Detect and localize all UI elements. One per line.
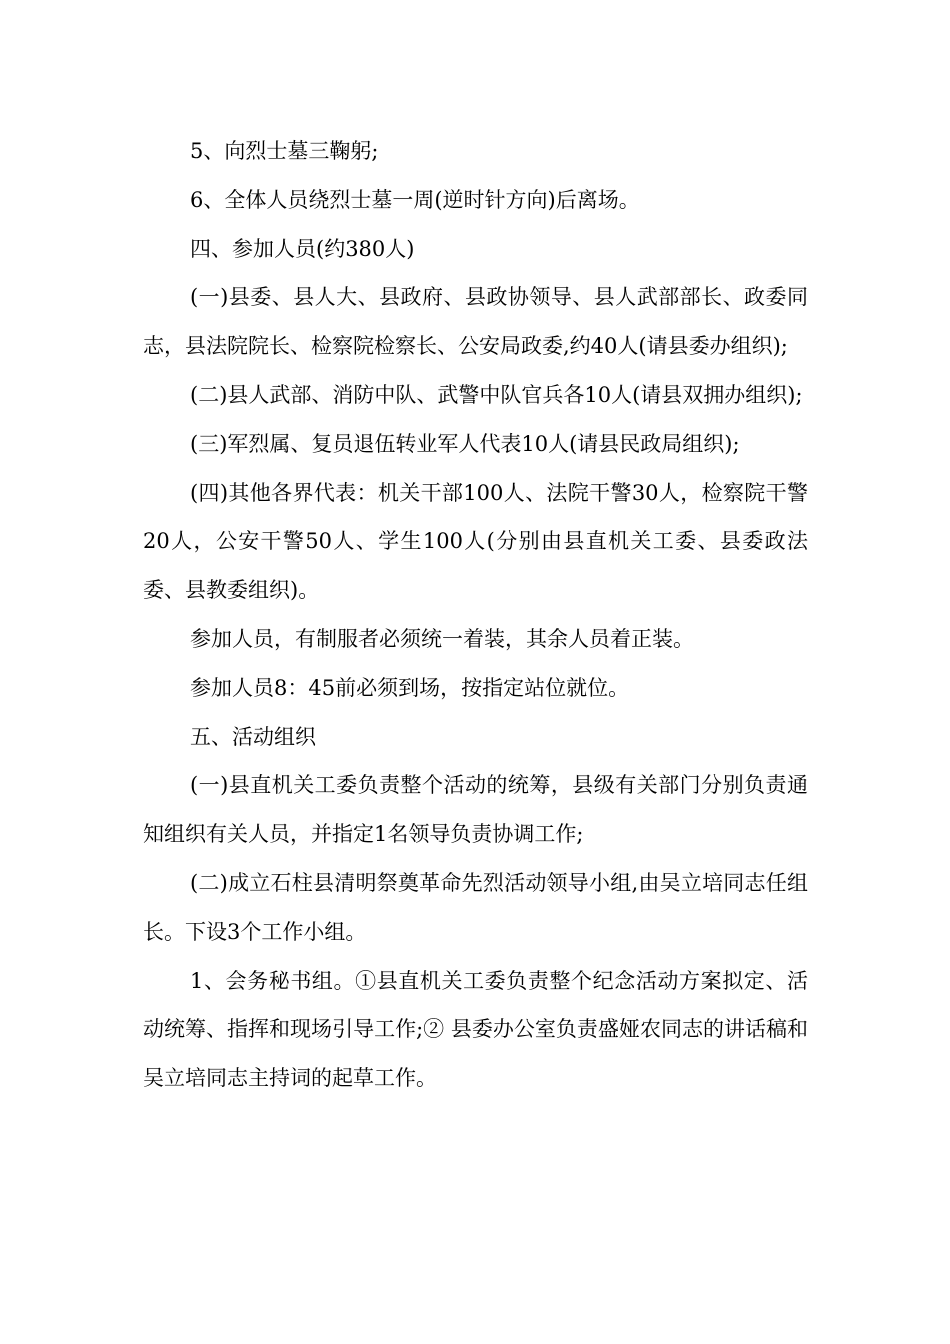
paragraph-participants-3: (三)军烈属、复员退伍转业军人代表10人(请县民政局组织); [190,431,740,456]
paragraph-arrival-time: 参加人员8：45前必须到场，按指定站位就位。 [190,675,630,700]
document-body [143,127,808,1103]
paragraph-secretariat-group: 1、会务秘书组。①县直机关工委负责整个纪念活动方案拟定、活动统筹、指挥和现场引导工作;② 县委办公室负责盛娅农同志的讲话稿和吴立培同志主持词的起草工作。 [143,968,808,1091]
paragraph-bow-step: 5、向烈士墓三鞠躬; [190,139,379,163]
section-heading-organization: 五、活动组织 [190,724,316,749]
paragraph-circle-step: 6、全体人员绕烈士墓一周(逆时针方向)后离场。 [190,187,640,212]
paragraph-participants-2: (二)县人武部、消防中队、武警中队官兵各10人(请县双拥办组织); [190,382,803,407]
section-heading-participants: 四、参加人员(约380人) [190,236,415,261]
paragraph-organization-1: (一)县直机关工委负责整个活动的统筹，县级有关部门分别负责通知组织有关人员，并指定1名领导负责协调工作; [143,773,808,847]
paragraph-dress-code: 参加人员，有制服者必须统一着装，其余人员着正装。 [190,626,694,651]
paragraph-participants-1: (一)县委、县人大、县政府、县政协领导、县人武部部长、政委同志，县法院院长、检察院检察长、公安局政委,约40人(请县委办组织); [143,285,808,359]
paragraph-organization-2: (二)成立石柱县清明祭奠革命先烈活动领导小组,由吴立培同志任组长。下设3个工作小组。 [143,870,808,944]
paragraph-participants-4: (四)其他各界代表：机关干部100人、法院干警30人，检察院干警20人，公安干警50人、学生100人(分别由县直机关工委、县委政法委、县教委组织)。 [143,480,808,603]
